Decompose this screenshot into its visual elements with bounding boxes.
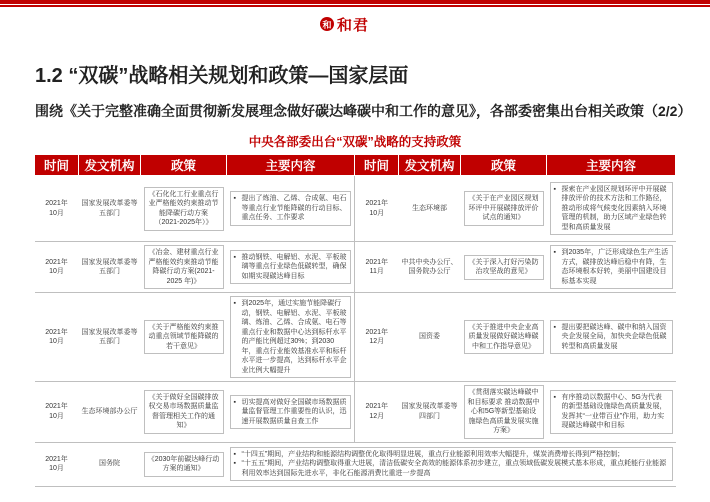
- cell-org-text: 国家发展改革委等五部门: [81, 328, 138, 345]
- policy-box: 《2030年前碳达峰行动方案的通知》: [144, 452, 224, 477]
- content-box: [230, 395, 352, 430]
- cell-time-text: 2021年: [365, 403, 389, 411]
- cell-org-text: 中共中央办公厅、国务院办公厅: [401, 258, 458, 275]
- policy-box: 《关于推进中央企业高质量发展做好碳达峰碳中和工作指导意见》: [464, 320, 544, 355]
- cell-content: [547, 176, 676, 242]
- content-bullet: ▪ 探索在产业园区规划环评中开展碳排放评价的技术方法和工作路径，推动形成将气候变化因素纳入环境管理的机制，助力区域产业绿色转型和高质量发展: [562, 185, 669, 233]
- cell-time: [35, 176, 79, 242]
- cell-time-text: 10月: [49, 338, 64, 345]
- cell-time-text: 10月: [49, 412, 64, 420]
- header-content-2: 主要内容: [547, 155, 676, 176]
- cell-content: [227, 382, 355, 443]
- cell-time-text: 10月: [49, 465, 64, 472]
- cell-policy: [141, 382, 227, 443]
- cell-org: [79, 176, 141, 242]
- cell-policy: [141, 242, 227, 293]
- cell-policy: [461, 242, 547, 293]
- cell-policy: [141, 293, 227, 382]
- cell-time: [35, 242, 79, 293]
- cell-time-text: 2021年: [365, 258, 389, 266]
- cell-time: [355, 382, 399, 443]
- cell-time: [35, 382, 79, 443]
- content-box: [230, 447, 673, 482]
- cell-time-text: 12月: [369, 412, 385, 420]
- cell-org-text: 生态环境部办公厅: [81, 408, 138, 415]
- header-policy: 政策: [141, 155, 227, 176]
- policy-box: 《冶金、建材重点行业严格能效约束推动节能降碳行动方案(2021-2025 年)》: [144, 245, 224, 289]
- cell-content: [227, 242, 355, 293]
- content-bullets: [554, 185, 669, 233]
- content-bullets: [554, 393, 669, 431]
- content-bullet: ▪ 有序推动以数据中心、5G为代表的新型基础设施绿色高质量发展，发挥其“一业带百业”作用，助力实现碳达峰碳中和目标: [562, 393, 669, 431]
- content-box: [550, 390, 673, 434]
- content-bullets: [234, 398, 348, 427]
- cell-content-wide: [227, 442, 676, 486]
- cell-time-text: 2021年: [45, 403, 68, 411]
- header-content: 主要内容: [227, 155, 355, 176]
- policy-table: [34, 154, 676, 487]
- logo-text: 和君: [337, 16, 370, 34]
- content-box: [550, 182, 673, 236]
- content-bullet: ▪ “十四五”期间，产业结构和能源结构调整优化取得明显进展，重点行业能源利用效率大幅提升，煤炭消费增长得到严格控制；: [242, 450, 669, 460]
- cell-time-text: 2021年: [45, 455, 68, 463]
- cell-org: [399, 382, 461, 443]
- cell-time-text: 2021年: [45, 200, 68, 207]
- policy-box: 《关于严格能效约束推动重点领域节能降碳的若干意见》: [144, 320, 224, 355]
- cell-policy: [461, 382, 547, 443]
- header-time: 时间: [35, 155, 79, 176]
- table-row: [35, 242, 676, 293]
- brand-logo: [320, 13, 369, 35]
- cell-org: [399, 293, 461, 382]
- header-org-2: 发文机构: [399, 155, 461, 176]
- table-row: [35, 382, 676, 443]
- cell-org: [79, 442, 141, 486]
- logo-mark-icon: 和: [320, 17, 334, 31]
- content-bullet: ▪ 到2025年，通过实施节能降碳行动，钢铁、电解铝、水泥、平板玻璃、炼油、乙烯、合成氨、电石等重点行业和数据中心达到标杆水平的产能比例超过30%；到2030年，重点行业能效基准水平和标杆水平进一步提高，达到标杆水平企业比例大幅提升: [242, 299, 348, 375]
- cell-time-text: 2021年: [45, 258, 68, 266]
- content-bullets: [234, 253, 348, 282]
- content-bullets: [554, 323, 669, 352]
- policy-box: 《关于做好全国碳排放权交易市场数据质量监督管理相关工作的通知》: [144, 390, 224, 434]
- cell-time-text: 2021年: [365, 200, 389, 207]
- cell-time: [355, 176, 399, 242]
- cell-content: [547, 293, 676, 382]
- table-row: [35, 176, 676, 242]
- content-bullet: ▪ 切实提高对做好全国碳市场数据质量监督管理工作重要性的认识，迅速开展数据质量自查工作: [242, 398, 348, 427]
- content-bullets: [234, 194, 348, 223]
- cell-time-text: 10月: [49, 209, 64, 217]
- cell-org-text: 生态环境部: [412, 204, 447, 212]
- content-bullets: [554, 248, 669, 286]
- cell-org: [79, 382, 141, 443]
- policy-box: 《关于深入打好污染防治攻坚战的意见》: [464, 255, 544, 280]
- cell-content: [547, 382, 676, 443]
- policy-box: 《关于在产业园区规划环评中开展碳排放评价试点的通知》: [464, 191, 544, 226]
- cell-time: [355, 242, 399, 293]
- table-row-last: [35, 442, 676, 486]
- content-box: [230, 296, 352, 378]
- cell-org-text: 国家发展改革委等四部门: [401, 403, 458, 420]
- page-title: 1.2 “双碳”战略相关规划和政策—国家层面: [35, 65, 409, 87]
- cell-time-text: 2021年: [45, 328, 68, 336]
- table-header-row: [35, 155, 676, 176]
- table-body: [35, 176, 676, 487]
- policy-box: 《石化化工行业重点行业严格能效约束推动节能降碳行动方案（2021-2025年）》: [144, 187, 224, 231]
- cell-time: [35, 442, 79, 486]
- content-box: [230, 191, 352, 226]
- cell-policy: [141, 442, 227, 486]
- content-bullet: ▪ 提出了炼油、乙烯、合成氨、电石等重点行业节能降碳的行动目标、重点任务、工作要求: [242, 194, 348, 223]
- cell-time-text: 2021年: [365, 328, 389, 336]
- content-bullets: [234, 450, 669, 479]
- top-accent-stripe: [0, 0, 710, 4]
- cell-content: [227, 293, 355, 382]
- page-subtitle: 围绕《关于完整准确全面贯彻新发展理念做好碳达峰碳中和工作的意见》，各部委密集出台相关政策（2/2）: [35, 103, 692, 119]
- content-box: [550, 245, 673, 289]
- cell-org-text: 国家发展改革委等五部门: [81, 258, 138, 275]
- cell-org: [399, 176, 461, 242]
- header-time-2: 时间: [355, 155, 399, 176]
- cell-org-text: 国资委: [419, 333, 440, 341]
- policy-box: 《贯彻落实碳达峰碳中和目标要求 推动数据中心和5G等新型基础设施绿色高质量发展实施方案》: [464, 385, 544, 439]
- content-bullet: ▪ “十五五”期间，产业结构调整取得重大进展，清洁低碳安全高效的能源体系初步建立，重点领域低碳发展模式基本形成，重点耗能行业能源利用效率达到国际先进水平，非化石能源消费比重进一步提高: [242, 459, 669, 478]
- content-bullets: [234, 299, 348, 375]
- cell-content: [547, 242, 676, 293]
- cell-org-text: 国家发展改革委等五部门: [81, 200, 138, 217]
- content-box: [230, 250, 352, 285]
- content-bullet: ▪ 提出要把碳达峰、碳中和纳入国资央企发展全局，加快央企绿色低碳转型和高质量发展: [562, 323, 669, 352]
- cell-time-text: 12月: [369, 338, 385, 345]
- content-box: [550, 320, 673, 355]
- table-caption: 中央各部委出台“双碳”战略的支持政策: [248, 135, 462, 149]
- cell-org-text: 国务院: [99, 460, 120, 468]
- header-org: 发文机构: [79, 155, 141, 176]
- cell-org: [79, 293, 141, 382]
- cell-time-text: 11月: [369, 268, 384, 275]
- cell-time-text: 10月: [49, 268, 64, 275]
- cell-policy: [141, 176, 227, 242]
- content-bullet: ▪ 推动钢铁、电解铝、水泥、平板玻璃等重点行业绿色低碳转型，确保如期实现碳达峰目标: [242, 253, 348, 282]
- cell-content: [227, 176, 355, 242]
- cell-org: [399, 242, 461, 293]
- cell-org: [79, 242, 141, 293]
- cell-policy: [461, 176, 547, 242]
- top-accent-stripe-thin: [0, 5, 710, 7]
- cell-time-text: 10月: [369, 209, 385, 217]
- cell-time: [35, 293, 79, 382]
- header-policy-2: 政策: [461, 155, 547, 176]
- cell-policy: [461, 293, 547, 382]
- table-row: [35, 293, 676, 382]
- cell-time: [355, 293, 399, 382]
- content-bullet: ▪ 到2035年，广泛形成绿色生产生活方式，碳排放达峰后稳中有降，生态环境根本好转，美丽中国建设目标基本实现: [562, 248, 669, 286]
